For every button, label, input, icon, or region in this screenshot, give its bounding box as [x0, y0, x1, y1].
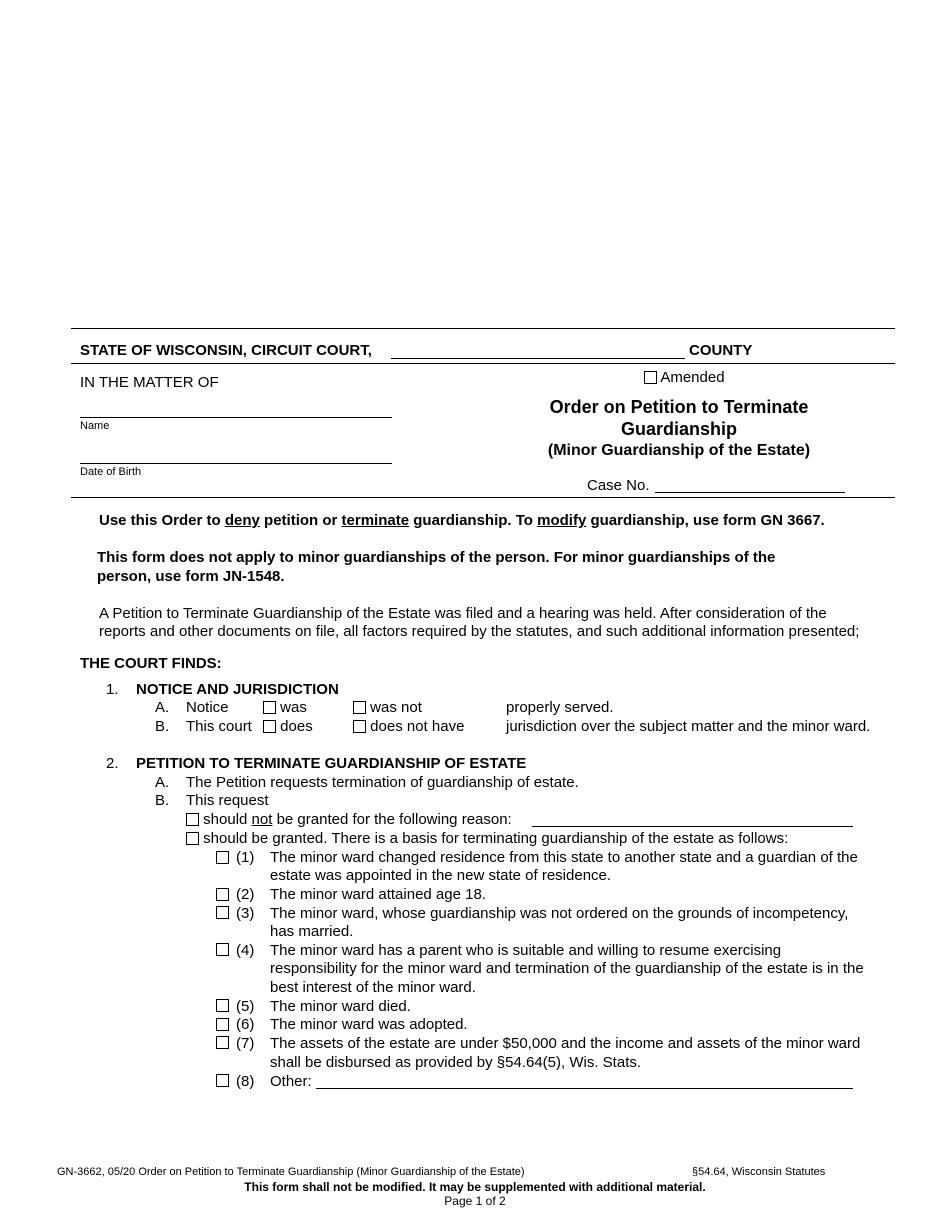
- footer-page: Page 1 of 2: [444, 1194, 506, 1208]
- form-subtitle: (Minor Guardianship of the Estate): [547, 442, 811, 459]
- reason-4-text: The minor ward has a parent who is suitable and willing to resume exercising: [270, 942, 782, 959]
- footer-form-id: GN-3662, 05/20 Order on Petition to Terminate Guardianship (Minor Guardianship of the Estate): [57, 1166, 525, 1178]
- reason-5-checkbox[interactable]: [216, 999, 229, 1012]
- reason-4-checkbox[interactable]: [216, 943, 229, 956]
- deny-checkbox[interactable]: [186, 813, 199, 826]
- section1-rowA-tail: properly served.: [506, 699, 614, 716]
- scope-note-line1: This form does not apply to minor guardianships of the person. For minor guardianships of the: [97, 549, 776, 566]
- reason-3-text-cont: has married.: [270, 923, 354, 940]
- dob-label: Date of Birth: [80, 466, 142, 478]
- section2-A-letter: A.: [155, 774, 170, 791]
- reason-7-number: (7): [236, 1035, 255, 1052]
- section2-title: PETITION TO TERMINATE GUARDIANSHIP OF ESTATE: [136, 755, 527, 772]
- reason-2-text: The minor ward attained age 18.: [270, 886, 486, 903]
- reason-6-number: (6): [236, 1016, 255, 1033]
- header-bottom-rule: [71, 497, 895, 498]
- header-mid-rule: [71, 363, 895, 364]
- reason-8-number: (8): [236, 1073, 255, 1090]
- reason-3-text: The minor ward, whose guardianship was not ordered on the grounds of incompetency,: [270, 905, 849, 922]
- case-no-label: Case No.: [587, 477, 650, 494]
- reason-8-checkbox[interactable]: [216, 1074, 229, 1087]
- section1-rowA-label: Notice: [186, 699, 229, 716]
- reason-2-number: (2): [236, 886, 255, 903]
- notice-was-not-checkbox[interactable]: [353, 701, 366, 714]
- jurisdiction-does-option: does: [263, 718, 313, 735]
- notice-was-checkbox[interactable]: [263, 701, 276, 714]
- usage-instruction: Use this Order to deny petition or terminate guardianship. To modify guardianship, use form GN 3667.: [99, 512, 825, 529]
- reason-4-number: (4): [236, 942, 255, 959]
- reason-8-text: Other:: [270, 1073, 312, 1090]
- section2-B-letter: B.: [155, 792, 170, 809]
- matter-label: IN THE MATTER OF: [80, 374, 219, 391]
- county-label: COUNTY: [689, 342, 753, 359]
- court-label: STATE OF WISCONSIN, CIRCUIT COURT,: [80, 342, 372, 359]
- other-reason-field[interactable]: [316, 1088, 853, 1089]
- section1-number: 1.: [106, 681, 119, 698]
- name-field[interactable]: [80, 417, 392, 418]
- header-top-rule: [71, 328, 895, 329]
- section1-rowB-label: This court: [186, 718, 252, 735]
- name-label: Name: [80, 420, 110, 432]
- case-no-field[interactable]: [655, 492, 845, 493]
- intro-line1: A Petition to Terminate Guardianship of the Estate was filed and a hearing was held. After consideration of the: [99, 605, 827, 622]
- reason-5-number: (5): [236, 998, 255, 1015]
- reason-6-text: The minor ward was adopted.: [270, 1016, 468, 1033]
- reason-7-checkbox[interactable]: [216, 1036, 229, 1049]
- reason-1-checkbox[interactable]: [216, 851, 229, 864]
- amended-checkbox[interactable]: [644, 371, 657, 384]
- form-title-line1: Order on Petition to Terminate: [549, 397, 809, 417]
- section1-rowB-letter: B.: [155, 718, 170, 735]
- deny-reason-field[interactable]: [532, 826, 853, 827]
- jurisdiction-does-not-checkbox[interactable]: [353, 720, 366, 733]
- amended-label: Amended: [660, 369, 725, 386]
- section1-rowA-letter: A.: [155, 699, 170, 716]
- section1-rowB-tail: jurisdiction over the subject matter and the minor ward.: [506, 718, 871, 735]
- reason-7-text-cont: shall be disbursed as provided by §54.64(5), Wis. Stats.: [270, 1054, 642, 1071]
- deny-option: should not be granted for the following reason:: [186, 811, 512, 828]
- grant-checkbox[interactable]: [186, 832, 199, 845]
- intro-line2: reports and other documents on file, all factors required by the statutes, and such additional information presented;: [99, 623, 860, 640]
- section1-title: NOTICE AND JURISDICTION: [136, 681, 339, 698]
- dob-field[interactable]: [80, 463, 392, 464]
- reason-4-text-cont2: best interest of the minor ward.: [270, 979, 476, 996]
- grant-option: should be granted. There is a basis for terminating guardianship of the estate as follows:: [186, 830, 788, 847]
- reason-1-number: (1): [236, 849, 255, 866]
- county-field[interactable]: [391, 358, 685, 359]
- reason-4-text-cont: responsibility for the minor ward and termination of the guardianship of the estate is in the: [270, 960, 864, 977]
- reason-1-text: The minor ward changed residence from this state to another state and a guardian of the: [270, 849, 858, 866]
- section2-B-text: This request: [186, 792, 269, 809]
- notice-was-not-option: was not: [353, 699, 422, 716]
- footer-statute: §54.64, Wisconsin Statutes: [692, 1166, 826, 1178]
- reason-2-checkbox[interactable]: [216, 888, 229, 901]
- reason-6-checkbox[interactable]: [216, 1018, 229, 1031]
- jurisdiction-does-not-option: does not have: [353, 718, 464, 735]
- notice-was-option: was: [263, 699, 307, 716]
- reason-7-text: The assets of the estate are under $50,000 and the income and assets of the minor ward: [270, 1035, 861, 1052]
- reason-3-checkbox[interactable]: [216, 906, 229, 919]
- reason-5-text: The minor ward died.: [270, 998, 411, 1015]
- reason-3-number: (3): [236, 905, 255, 922]
- section2-A-text: The Petition requests termination of guardianship of estate.: [186, 774, 579, 791]
- jurisdiction-does-checkbox[interactable]: [263, 720, 276, 733]
- reason-1-text-cont: estate was appointed in the new state of residence.: [270, 867, 612, 884]
- findings-heading: THE COURT FINDS:: [80, 655, 222, 672]
- form-title-line2: Guardianship: [620, 419, 737, 439]
- scope-note-line2: person, use form JN-1548.: [97, 568, 285, 585]
- amended-row: [644, 369, 725, 386]
- section2-number: 2.: [106, 755, 119, 772]
- footer-notice: This form shall not be modified. It may be supplemented with additional material.: [244, 1180, 706, 1194]
